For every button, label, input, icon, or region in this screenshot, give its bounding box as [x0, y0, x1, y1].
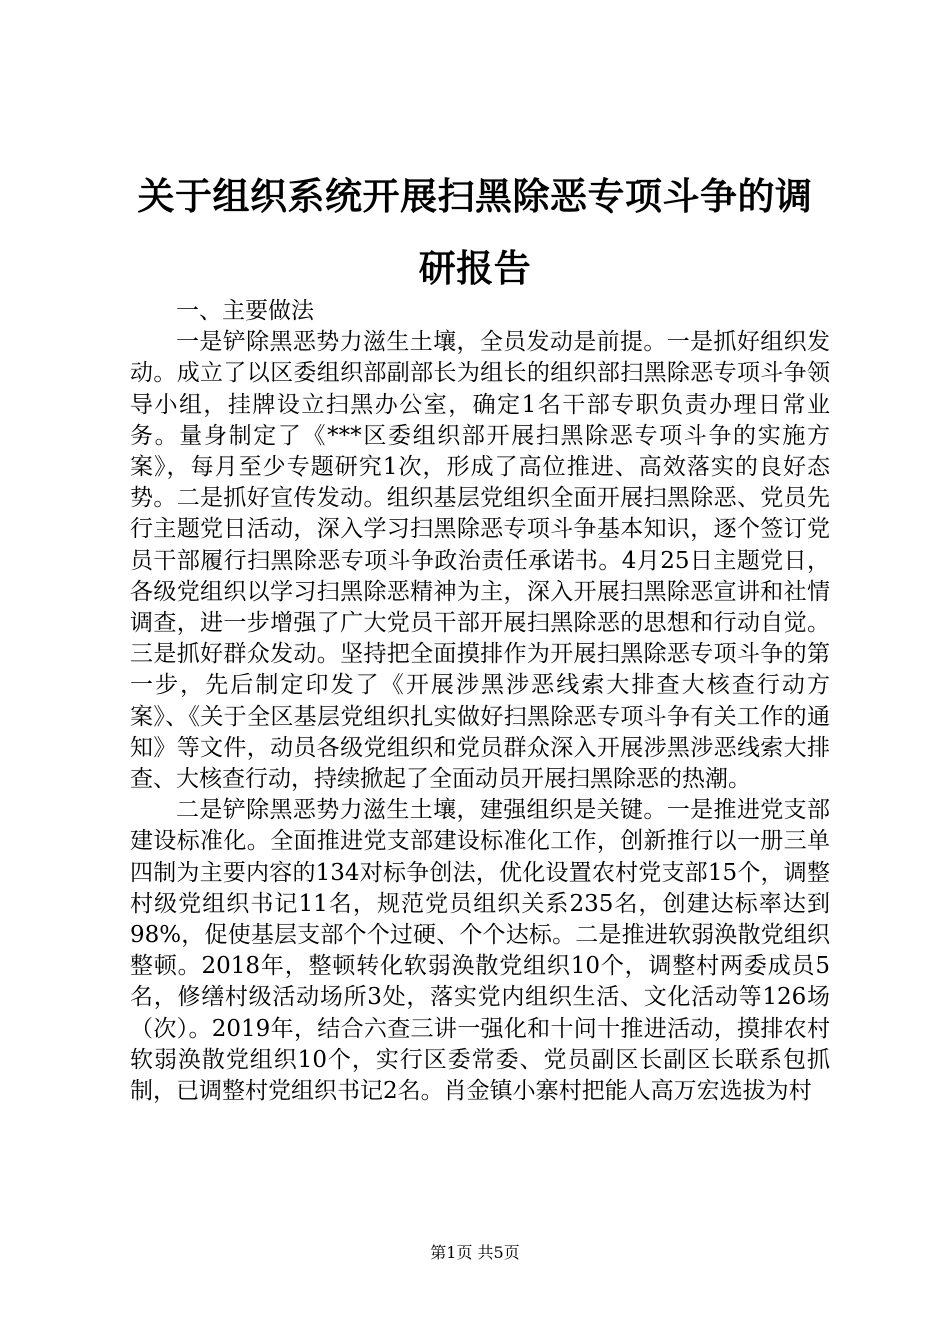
paragraph-2: 二是铲除黑恶势力滋生土壤，建强组织是关键。一是推进党支部建设标准化。全面推进党支部建设标准化工作，创新推行以一册三单四制为主要内容的134对标争创法，优化设置农村党支部15个，调整村级党组织书记11名，规范党员组织关系235名，创建达标率达到98%，促使基层支部个个过硬、个个达标。二是推进软弱涣散党组织整顿。2018年，整顿转化软弱涣散党组织10个，调整村两委成员5名，修缮村级活动场所3处，落实党内组织生活、文化活动等126场（次）。2019年，结合六查三讲一强化和十问十推进活动，摸排农村软弱涣散党组织10个，实行区委常委、党员副区长副区长联系包抓制，已调整村党组织书记2名。肖金镇小寨村把能人高万宏选拔为村	[130, 797, 830, 1105]
document-title: 关于组织系统开展扫黑除恶专项斗争的调研报告	[137, 174, 813, 290]
page-footer: 第1页 共5页	[430, 1243, 520, 1262]
paragraph-1: 一是铲除黑恶势力滋生土壤，全员发动是前提。一是抓好组织发动。成立了以区委组织部副部长为组长的组织部扫黑除恶专项斗争领导小组，挂牌设立扫黑办公室，确定1名干部专职负责办理日常业务。量身制定了《***区委组织部开展扫黑除恶专项斗争的实施方案》，每月至少专题研究1次，形成了高位推进、高效落实的良好态势。二是抓好宣传发动。组织基层党组织全面开展扫黑除恶、党员先行主题党日活动，深入学习扫黑除恶专项斗争基本知识，逐个签订党员干部履行扫黑除恶专项斗争政治责任承诺书。4月25日主题党日，各级党组织以学习扫黑除恶精神为主，深入开展扫黑除恶宣讲和社情调查，进一步增强了广大党员干部开展扫黑除恶的思想和行动自觉。三是抓好群众发动。坚持把全面摸排作为开展扫黑除恶专项斗争的第一步，先后制定印发了《开展涉黑涉恶线索大排查大核查行动方案》、《关于全区基层党组织扎实做好扫黑除恶专项斗争有关工作的通知》等文件，动员各级党组织和党员群众深入开展涉黑涉恶线索大排查、大核查行动，持续掀起了全面动员开展扫黑除恶的热潮。	[130, 329, 830, 793]
document-body	[130, 296, 830, 1107]
section-heading: 一、主要做法	[176, 298, 314, 324]
